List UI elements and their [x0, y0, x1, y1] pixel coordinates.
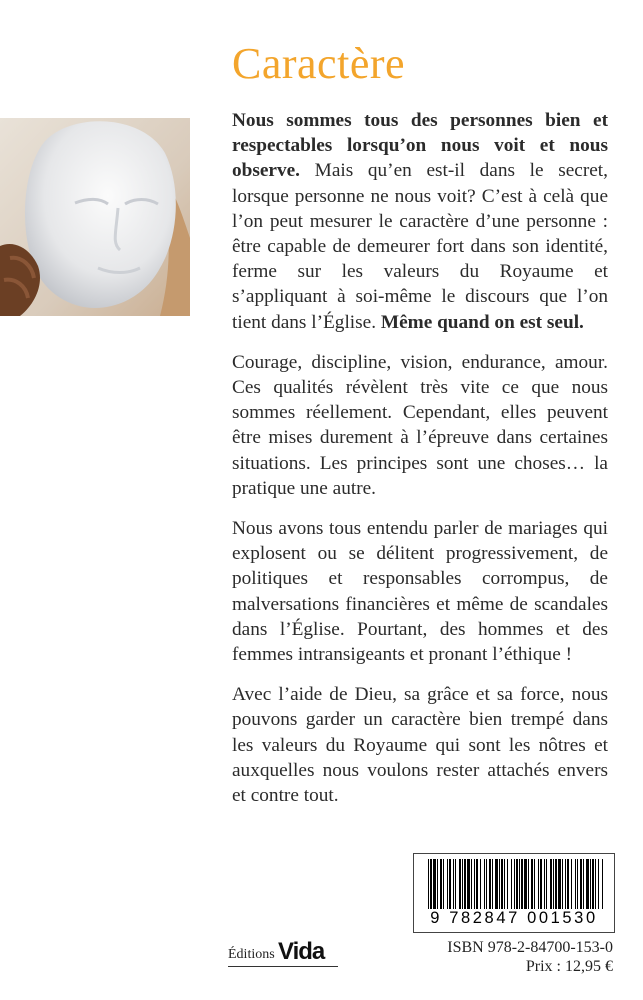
barcode-bar [492, 859, 493, 909]
barcode-bar [528, 859, 529, 909]
barcode-bar [577, 859, 578, 909]
barcode-bar [489, 859, 491, 909]
barcode-bar [555, 859, 557, 909]
barcode-bar [443, 859, 444, 909]
paragraph-3: Nous avons tous entendu parler de mariages qui explosent ou se délitent progressivement, de politiques et responsables corrompus, de malversations financières et même de scandales dans l’Église. Pourtant, des hommes et des femmes intransigeants et pronant l’éthique ! [232, 518, 608, 666]
barcode-bar [433, 859, 436, 909]
barcode-bar [430, 859, 432, 909]
barcode-bar [531, 859, 533, 909]
mask-photo [0, 118, 190, 316]
barcode-bar [453, 859, 454, 909]
barcode-bar [565, 859, 566, 909]
barcode-bar [464, 859, 466, 909]
barcode-bar [514, 859, 515, 909]
barcode-bar [511, 859, 512, 909]
barcode-bar [586, 859, 589, 909]
publisher-name: Vida [278, 938, 325, 965]
paragraph-1-text: Mais qu’en est-il dans le secret, lorsque personne ne nous voit? C’est à celà que l’on peut mesurer le caractère d’une personne : être capable de demeurer fort dans son identité, ferme sur les valeurs du Royaume et s’appliquant à soi-même le discours que l’on tient dans l’Église. [232, 160, 608, 333]
paragraph-4: Avec l’aide de Dieu, sa grâce et sa force, nous pouvons garder un caractère bien trempé dans les valeurs du Royaume qui sont les nôtres et auxquelles nous voulons rester attachés envers et contre tout. [232, 684, 608, 807]
barcode-bar [567, 859, 569, 909]
barcode-bar [428, 859, 429, 909]
publisher-prefix: Éditions [228, 947, 275, 962]
barcode-bar [598, 859, 599, 909]
barcode-bar [595, 859, 596, 909]
barcode-bar [495, 859, 498, 909]
barcode-bar [504, 859, 505, 909]
barcode-bar [519, 859, 520, 909]
barcode-digits: 9 782847 001530 [430, 909, 598, 927]
barcode [413, 853, 615, 933]
barcode-bar [467, 859, 470, 909]
barcode-bar [558, 859, 561, 909]
barcode-bar [501, 859, 503, 909]
barcode-bar [459, 859, 461, 909]
barcode-bar [538, 859, 539, 909]
barcode-bar [534, 859, 535, 909]
barcode-bar [562, 859, 563, 909]
barcode-bar [447, 859, 448, 909]
barcode-bar [440, 859, 442, 909]
paragraph-1-bold-tail: Même quand on est seul. [380, 311, 584, 333]
barcode-bar [550, 859, 552, 909]
barcode-bar [524, 859, 527, 909]
barcode-bar [521, 859, 523, 909]
barcode-bar [474, 859, 475, 909]
barcode-bar [449, 859, 451, 909]
barcode-bar [480, 859, 481, 909]
barcode-bar [546, 859, 547, 909]
barcode-bar [484, 859, 485, 909]
barcode-bar [516, 859, 518, 909]
barcode-bar [553, 859, 554, 909]
barcode-bar [476, 859, 478, 909]
paragraph-2: Courage, discipline, vision, endurance, amour. Ces qualités révèlent très vite ce que nous sommes réellement. Cependant, elles peuvent être mises durement à l’épreuve dans certaines situations. Les principes sont une choses… la pratique une autre. [232, 351, 608, 499]
barcode-bar [462, 859, 463, 909]
isbn-number: ISBN 978-2-84700-153-0 [447, 939, 613, 956]
price: Prix : 12,95 € [525, 958, 613, 975]
book-title: Caractère [232, 39, 406, 88]
isbn-block [447, 938, 613, 976]
barcode-bar [437, 859, 438, 909]
barcode-bar [486, 859, 487, 909]
back-cover-text [232, 108, 608, 823]
paragraph-1 [232, 108, 608, 335]
barcode-bar [544, 859, 545, 909]
barcode-bar [590, 859, 591, 909]
barcode-bars [420, 859, 608, 911]
barcode-bar [471, 859, 472, 909]
paragraph-1-bold-lead: Nous sommes tous des personnes bien et respectables lorsqu’on nous voit et nous observe. [232, 110, 608, 182]
barcode-bar [580, 859, 582, 909]
barcode-bar [455, 859, 456, 909]
barcode-bar [602, 859, 603, 909]
barcode-bar [583, 859, 584, 909]
publisher-logo [228, 938, 338, 965]
barcode-bar [540, 859, 542, 909]
barcode-bar [499, 859, 500, 909]
barcode-bar [507, 859, 508, 909]
barcode-bar [575, 859, 576, 909]
publisher-underline [228, 966, 338, 967]
barcode-bar [592, 859, 594, 909]
barcode-bar [571, 859, 572, 909]
